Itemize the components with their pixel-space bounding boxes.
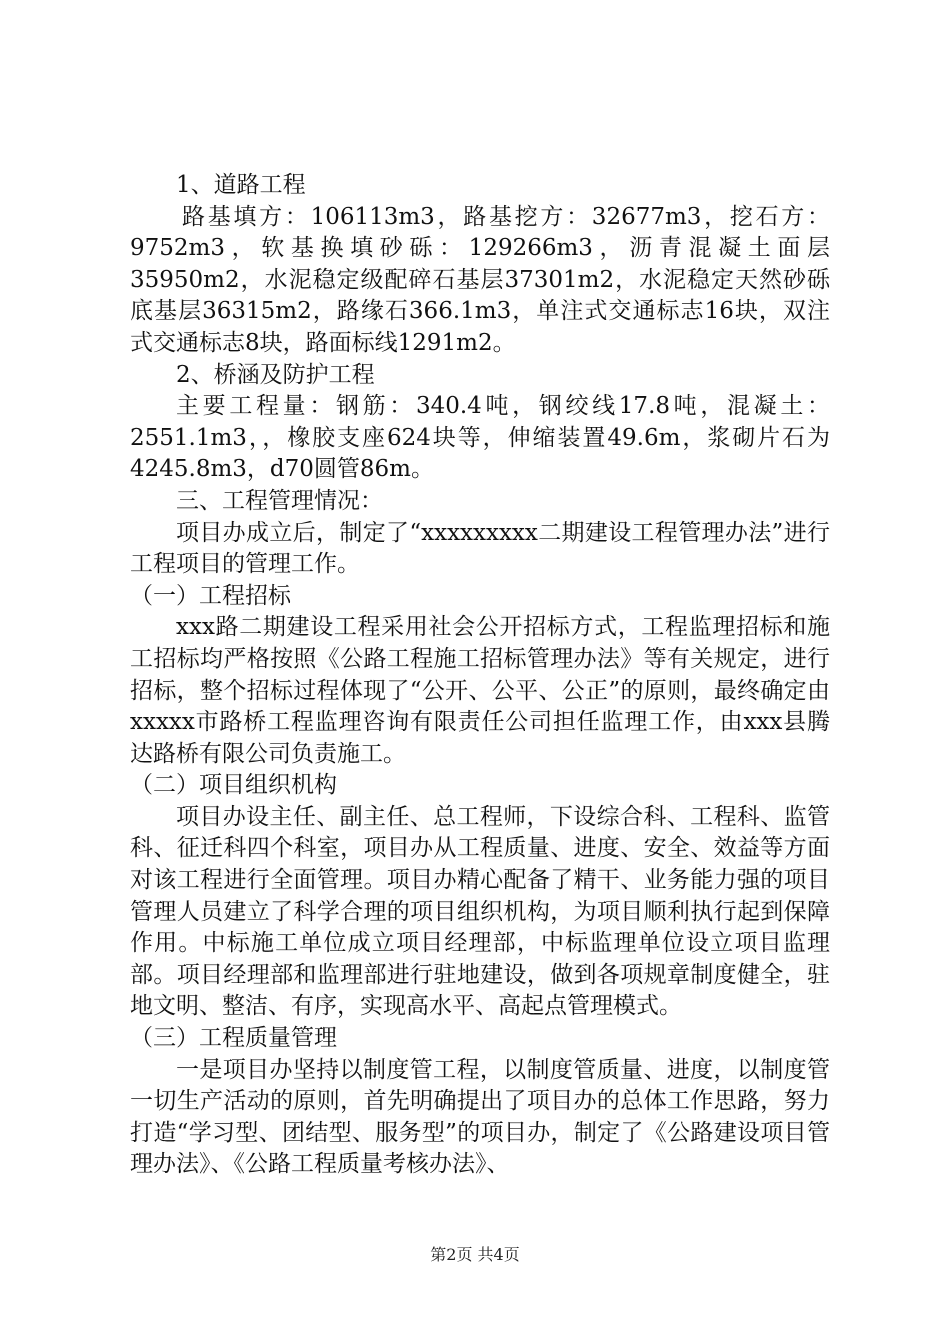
paragraph-bridge-quantities: 主要工程量：钢筋：340.4吨，钢绞线17.8吨，混凝土：2551.1m3，，橡胶支座624块等，伸缩装置49.6m，浆砌片石为4245.8m3，d70圆管86m。 <box>130 393 830 483</box>
paragraph-organization: 项目办设主任、副主任、总工程师，下设综合科、工程科、监管科、征迁科四个科室，项目办从工程质量、进度、安全、效益等方面对该工程进行全面管理。项目办精心配备了精干、业务能力强的项目管理人员建立了科学合理的项目组织机构，为项目顺利执行起到保障作用。中标施工单位成立项目经理部，中标监理单位设立项目监理部。项目经理部和监理部进行驻地建设，做到各项规章制度健全，驻地文明、整洁、有序，实现高水平、高起点管理模式。 <box>130 803 830 1020</box>
section-heading-road: 1、道路工程 <box>176 172 306 198</box>
subheading-bidding: （一）工程招标 <box>130 582 291 609</box>
paragraph-road-quantities: 路基填方：106113m3，路基挖方：32677m3，挖石方：9752m3，软基换填砂砾：129266m3，沥青混凝土面层35950m2，水泥稳定级配碎石基层37301m2，水泥稳定天然砂砾底基层36315m2，路缘石366.1m3，单注式交通标志16块，双注式交通标志8块，路面标线1291m2。 <box>130 203 830 356</box>
section-heading-bridge: 2、桥涵及防护工程 <box>176 361 375 388</box>
document-body <box>130 170 830 1181</box>
section-heading-management: 三、工程管理情况： <box>176 487 383 514</box>
subheading-organization: （二）项目组织机构 <box>130 772 337 799</box>
subheading-quality: （三）工程质量管理 <box>130 1025 337 1052</box>
paragraph-quality: 一是项目办坚持以制度管工程，以制度管质量、进度，以制度管一切生产活动的原则，首先明确提出了项目办的总体工作思路，努力打造“学习型、团结型、服务型”的项目办，制定了《公路建设项目管理办法》、《公路工程质量考核办法》、 <box>130 1056 830 1178</box>
paragraph-management-intro: 项目办成立后，制定了“xxxxxxxxx二期建设工程管理办法”进行工程项目的管理工作。 <box>130 519 830 578</box>
paragraph-bidding: xxx路二期建设工程采用社会公开招标方式，工程监理招标和施工招标均严格按照《公路工程施工招标管理办法》等有关规定，进行招标，整个招标过程体现了“公开、公平、公正”的原则，最终确定由xxxxx市路桥工程监理咨询有限责任公司担任监理工作，由xxx县腾达路桥有限公司负责施工。 <box>130 614 830 767</box>
page-footer: 第2页 共4页 <box>430 1245 520 1264</box>
